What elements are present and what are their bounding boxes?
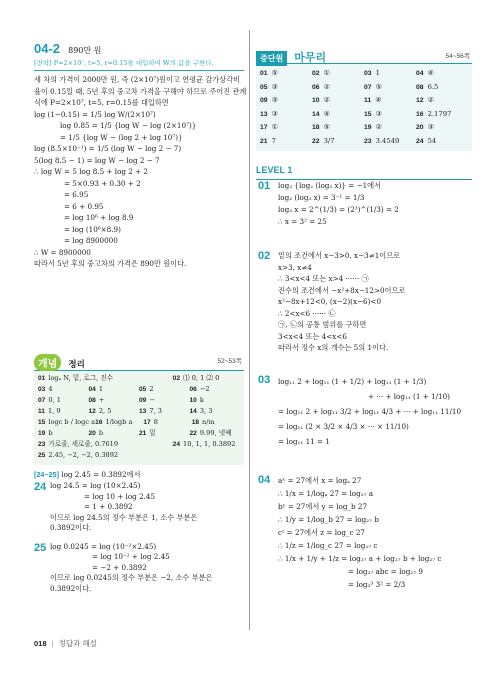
answer-number: 07: [364, 83, 372, 91]
concept-cell-number: 08: [88, 397, 96, 404]
concept-cell: [38, 395, 89, 406]
answer-cell: [416, 67, 468, 81]
concept-cell-value: 0, 1: [48, 396, 61, 404]
concept-cell-number: 10: [189, 397, 197, 404]
concept-cell-value: k: [199, 396, 204, 404]
concept-cell-value: +: [98, 396, 105, 404]
answer-value: ①: [271, 123, 278, 131]
problem-25-number: 25: [34, 541, 47, 554]
concept-cell: [38, 428, 89, 439]
answer-cell: [364, 108, 416, 122]
footer-text: 정답과 해설: [58, 639, 97, 648]
solutions-24-25: [34, 470, 244, 594]
concept-row: [38, 406, 240, 417]
concept-cell: [139, 428, 190, 439]
answer-number: 13: [260, 110, 268, 118]
concept-cell-number: 11: [38, 408, 45, 415]
answer-number: 05: [260, 83, 268, 91]
concept-cell-value: 10, 1, 1, 0.3892: [183, 440, 236, 448]
solution-line: ∴ 2<x<6 ······ ㉡: [278, 308, 336, 318]
answer-value: ⑤: [271, 69, 278, 77]
concept-header: [34, 352, 244, 371]
answer-value: 6.5: [427, 82, 439, 91]
concept-cell-value: 2.45, −2, −2, 0.3892: [48, 451, 119, 459]
answer-cell: [312, 81, 364, 95]
concept-row: [38, 384, 240, 395]
concept-cell: [139, 406, 190, 417]
concept-cell: [38, 406, 89, 417]
answer-number: 12: [416, 97, 424, 104]
answer-row: [260, 81, 468, 95]
concept-pages: 52~53쪽: [217, 358, 242, 365]
answer-cell: [260, 67, 312, 81]
solution-line: log₃ {log₂ (log₃ x)} = −1에서: [278, 181, 382, 190]
solution-line: x²−8x+12<0, (x−2)(x−6)<0: [278, 297, 382, 306]
solution-r03: [258, 374, 472, 449]
answer-number: 04: [416, 70, 424, 77]
solution-line: 율이 0.15일 때, 5년 후의 중고차 가격을 구해야 하므로 주어진 관계: [34, 86, 247, 96]
answer-number: 15: [364, 110, 372, 118]
solution-line: 5(log 8.5 − 1) = log W − log 2 − 7: [34, 155, 160, 165]
unit-review-header: [256, 46, 472, 64]
solution-line: log₁₁ 2 + log₁₁ (1 + 1/2) + log₁₁ (1 + 1/3): [278, 377, 427, 386]
solution-line: x>3, x≠4: [278, 262, 312, 272]
solution-line: = log₃³ 3² = 2/3: [348, 580, 406, 589]
solution-line: ∴ 1/y = 1/log_b 27 = log₂₇ b: [278, 515, 379, 524]
answer-row: [260, 67, 468, 81]
answer-number: 10: [312, 97, 320, 104]
concept-cell-value: 2: [149, 385, 154, 393]
concept-cell: [95, 417, 143, 428]
answer-value: ④: [427, 69, 434, 77]
solution-line: = log₁₁ 2 + log₁₁ 3/2 + log₁₁ 4/3 + ··· + log₁₁ 11/10: [278, 407, 462, 416]
solution-line: ㉠, ㉡의 공통 범위를 구하면: [278, 320, 367, 329]
problem-24: [34, 481, 244, 534]
answer-value: 7: [271, 136, 276, 145]
concept-summary: [34, 352, 244, 465]
concept-row: [38, 373, 240, 384]
answer-number: 22: [312, 137, 320, 145]
concept-cell-number: 14: [189, 408, 197, 415]
r01-number: 01: [258, 180, 271, 192]
concept-cell: [192, 417, 240, 428]
solution-line: = 6.95: [64, 190, 89, 199]
answer-cell: [260, 81, 312, 95]
solution-line: ∴ 1/x + 1/y + 1/z = log₂₇ a + log₂₇ b + log₂₇ c: [278, 554, 442, 563]
footer: 018 | 정답과 해설: [34, 639, 97, 648]
concept-cell: [143, 417, 191, 428]
concept-cell-number: 23: [38, 441, 46, 448]
concept-cell-number: 18: [191, 419, 200, 426]
concept-grid: [34, 371, 244, 465]
answer-value: ④: [375, 96, 382, 104]
answer-number: 19: [364, 124, 372, 131]
concept-cell-value: −: [149, 396, 155, 404]
answer-cell: [312, 135, 364, 149]
concept-cell-number: 21: [139, 430, 147, 437]
answer-cell: [260, 94, 312, 108]
solution-line: = −2 + 0.3892: [92, 562, 147, 572]
answer-row: [260, 108, 468, 122]
unit-pages: 54~56쪽: [445, 53, 470, 60]
answer-row: [260, 135, 468, 149]
answer-cell: [416, 108, 468, 122]
concept-cell-value: b: [98, 429, 104, 437]
solution-line: ∴ x = 3² = 25: [278, 217, 327, 226]
answer-number: 17: [260, 124, 268, 131]
r02-body: [278, 250, 405, 354]
concept-row: [38, 428, 240, 439]
answer-value: 3/7: [323, 136, 335, 145]
solution-r01: [258, 180, 472, 228]
concept-cell-value: 1: [98, 385, 104, 393]
solution-line: log 0.85 = 1/5 {log W − log (2×10⁷)}: [60, 121, 197, 130]
answer-cell: [260, 135, 312, 149]
concept-cell: [190, 395, 241, 406]
answer-value: ③: [375, 109, 382, 118]
solution-line: log₂ (log₃ x) = 3⁻¹ = 1/3: [278, 193, 365, 202]
concept-cell-number: 02: [172, 375, 181, 382]
concept-cell-number: 03: [38, 386, 46, 393]
solution-line: = log₁₁ 11 = 1: [278, 437, 330, 446]
solution-line: = log 10⁶ + log 8.9: [64, 213, 134, 222]
concept-cell-value: 8: [153, 418, 158, 426]
concept-cell: [89, 428, 140, 439]
concept-cell-number: 16: [95, 419, 103, 426]
answer-cell: [312, 94, 364, 108]
answer-number: 02: [312, 70, 320, 77]
r03-body: [278, 374, 461, 449]
left-column: [34, 38, 247, 270]
concept-cell: [89, 384, 140, 395]
p24-25-header: [24~25]: [34, 470, 59, 479]
solution-line: cᶻ = 27에서 z = log_c 27: [278, 528, 365, 537]
concept-cell-value: 4: [48, 385, 53, 393]
concept-cell-number: 24: [172, 441, 181, 448]
concept-cell-number: 12: [88, 408, 96, 415]
answer-value: ②: [375, 123, 382, 131]
answer-cell: [416, 94, 468, 108]
concept-cell: [139, 395, 190, 406]
answer-number: 09: [260, 97, 268, 104]
concept-cell: [38, 450, 240, 461]
concept-cell: [190, 384, 241, 395]
concept-title-2: 정리: [68, 359, 85, 369]
solution-line: 0.3892이다.: [50, 583, 92, 593]
solution-line: = 5×0.93 + 0.30 + 2: [64, 178, 141, 188]
solution-line: log 0.0245 = log (10⁻²×2.45): [50, 541, 157, 551]
answer-cell: [416, 135, 468, 149]
concept-row: [38, 439, 240, 450]
problem-number: 04-2: [34, 41, 61, 56]
solution-line: 0.3892이다.: [50, 523, 92, 532]
r04-number: 04: [258, 474, 271, 486]
r01-body: [278, 180, 399, 228]
solution-line: = log (10⁶×8.9): [64, 224, 121, 234]
answer-number: 21: [260, 137, 268, 145]
answer-cell: [364, 67, 416, 81]
solution-line: = 6 + 0.95: [64, 201, 104, 211]
concept-cell-number: 05: [139, 386, 147, 393]
problem-25: [34, 542, 244, 595]
solution-line: 3<x<4 또는 4<x<6: [278, 331, 347, 341]
answer-value: ③: [271, 96, 278, 104]
concept-cell-value: ⑴ 0, 1 ⑵ 0: [183, 374, 220, 382]
unit-label-2: 마무리: [294, 52, 327, 64]
problem-answer: 890만 원: [68, 46, 102, 55]
r04-body: [278, 474, 441, 591]
concept-cell-number: 15: [38, 419, 46, 426]
solution-r02: [258, 250, 472, 354]
answer-number: 03: [364, 70, 372, 77]
answer-number: 06: [312, 83, 320, 91]
problem-04-2-header: [34, 38, 244, 57]
concept-cell-number: 22: [189, 430, 197, 437]
solution-line: 새 차의 가격이 2000만 원, 즉 (2×10⁷)원이고 연평균 감가상각비: [34, 75, 240, 84]
concept-cell-value: 1/logb a: [105, 418, 133, 426]
solution-line: ∴ 3<x<4 또는 x>4 ······ ㉠: [278, 274, 369, 283]
answer-cell: [312, 121, 364, 135]
hint: [34, 58, 244, 68]
concept-cell-number: 07: [38, 397, 46, 404]
concept-cell-value: 3, 3: [199, 407, 213, 415]
concept-cell: [139, 384, 190, 395]
answer-value: ④: [323, 109, 330, 118]
answer-cell: [260, 108, 312, 122]
answer-cell: [416, 121, 468, 135]
concept-cell-value: 밑: [149, 429, 156, 437]
concept-cell: [190, 406, 241, 417]
concept-cell-number: 13: [139, 408, 147, 415]
solution-line: 따라서 정수 x의 개수는 5의 1이다.: [278, 343, 389, 352]
answer-value: ②: [323, 96, 330, 104]
concept-cell-value: 2, 5: [98, 407, 112, 415]
solution-line: 따라서 5년 후의 중고차의 가격은 890만 원이다.: [34, 259, 187, 268]
unit-label-1: 중단원: [256, 51, 287, 66]
hint-label: [전략]: [34, 59, 52, 67]
answer-number: 01: [260, 70, 268, 77]
concept-cell: [38, 384, 89, 395]
concept-row: [38, 417, 240, 428]
answer-row: [260, 121, 468, 135]
concept-cell: [38, 439, 173, 450]
solution-line: 이므로 log 24.5의 정수 부분은 1, 소수 부분은: [50, 512, 198, 522]
problem-25-body: [50, 542, 212, 595]
answer-number: 08: [416, 83, 424, 91]
concept-cell-number: 01: [38, 375, 46, 382]
problem-24-number: 24: [34, 481, 47, 493]
solution-line: bʸ = 27에서 y = log_b 27: [278, 502, 368, 511]
concept-cell-value: 가로줄, 세로줄, 0.7619: [48, 440, 119, 448]
concept-cell: [38, 417, 95, 428]
concept-cell-value: b: [48, 429, 53, 437]
answer-cell: [312, 67, 364, 81]
answer-cell: [416, 81, 468, 95]
solution-line: = log 10⁻² + log 2.45: [92, 552, 170, 561]
solution-line: = log 8900000: [64, 236, 118, 245]
concept-cell: [89, 395, 140, 406]
concept-cell-value: 7, 3: [149, 407, 162, 415]
solution-line: ∴ W = 8900000: [34, 247, 91, 257]
answer-cell: [312, 108, 364, 122]
concept-cell-value: logₐ N, 밑, 로그, 진수: [48, 374, 114, 382]
concept-cell-number: 25: [38, 452, 46, 459]
r03-number: 03: [258, 374, 271, 386]
problem-24-body: [50, 481, 197, 534]
answer-number: 20: [416, 124, 424, 131]
solution-line: log 24.5 = log (10×2.45): [50, 481, 141, 490]
concept-cell-value: 1, 9: [47, 407, 61, 415]
concept-cell-value: n/m: [202, 418, 215, 426]
answer-value: ②: [427, 96, 434, 104]
concept-cell-number: 19: [38, 430, 46, 437]
concept-cell: [89, 406, 140, 417]
answer-value: ③: [271, 82, 278, 91]
concept-cell-value: 9.99, 넷째: [199, 429, 232, 437]
concept-cell: [173, 439, 240, 450]
solution-line: ∴ log W = 5 log 8.5 + log 2 + 2: [34, 167, 148, 176]
concept-title-badge: 개념: [34, 354, 61, 371]
answer-cell: [260, 121, 312, 135]
concept-cell-value: −2: [199, 385, 210, 393]
solution-line: = 1 + 0.3892: [84, 502, 133, 511]
answer-row: [260, 94, 468, 108]
column-divider: [249, 30, 250, 630]
answer-cell: [364, 121, 416, 135]
answer-value: ②: [323, 82, 330, 91]
solution-line: 밑의 조건에서 x−3>0, x−3≠1이므로: [278, 251, 401, 260]
answer-cell: [364, 81, 416, 95]
answer-number: 23: [364, 137, 372, 145]
solution-line: 이므로 log 0.0245의 정수 부분은 −2, 소수 부분은: [50, 573, 213, 582]
answer-grid: [256, 64, 472, 151]
p24-25-intro: [34, 470, 244, 480]
concept-cell: [173, 373, 240, 384]
solution-line: = log 10 + log 2.45: [84, 491, 156, 501]
concept-cell-number: 04: [88, 386, 96, 393]
answer-number: 24: [416, 137, 424, 145]
answer-value: 1: [375, 69, 380, 77]
solution-r04: [258, 474, 472, 591]
concept-cell-value: logc b / logc a: [48, 418, 96, 426]
solution-line: = 1/5 {log W − (log 2 + log 10⁷)}: [60, 132, 183, 142]
answer-value: 2.1797: [427, 109, 452, 118]
concept-cell-number: 17: [143, 419, 151, 426]
level-label: LEVEL 1: [256, 165, 293, 175]
concept-cell-number: 20: [88, 430, 96, 437]
answer-cell: [364, 94, 416, 108]
answer-value: ③: [271, 109, 278, 118]
concept-cell: [190, 428, 241, 439]
answer-number: 11: [364, 97, 372, 104]
solution-line: 진수의 조건에서 −x²+8x−12>0이므로: [278, 285, 406, 295]
solution-line: aˣ = 27에서 x = logₐ 27: [278, 476, 362, 485]
concept-cell-number: 06: [189, 386, 197, 393]
p24-25-given: log 2.45 = 0.3892에서: [61, 470, 141, 479]
solution-line: log₃ x = 2^(1/3) = (2³)^(1/3) = 2: [278, 205, 399, 214]
solution-line: ∴ 1/z = 1/log_c 27 = log₂₇ c: [278, 541, 378, 550]
answer-number: 16: [416, 110, 424, 118]
solution-line: ∴ 1/x = 1/logₐ 27 = log₂₇ a: [278, 489, 374, 498]
solution-04-2: [34, 74, 247, 270]
concept-cell: [38, 373, 173, 384]
answer-number: 18: [312, 124, 320, 131]
answer-value: 3.4549: [375, 136, 400, 145]
hint-text: P=2×10⁷, t=5, r=0.15를 대입하여 W의 값을 구한다.: [53, 59, 214, 67]
answer-value: 54: [427, 136, 437, 145]
concept-row: [38, 450, 240, 461]
footer-page-number: 018: [34, 639, 47, 648]
solution-line: + ··· + log₁₁ (1 + 1/10): [368, 392, 450, 401]
solution-line: log (1−0.15) = 1/5 log W/(2×10⁷): [34, 109, 156, 119]
answer-value: ⑤: [323, 123, 330, 131]
answer-cell: [364, 135, 416, 149]
solution-line: log (8.5×10⁻¹) = 1/5 (log W − log 2 − 7): [34, 144, 182, 153]
concept-row: [38, 395, 240, 406]
solution-line: = log₂₇ abc = log₂₇ 9: [348, 567, 423, 576]
answer-value: ⑤: [375, 82, 382, 91]
r02-number: 02: [258, 250, 271, 262]
level-1-header: [256, 158, 472, 180]
hint-rule: [34, 70, 244, 71]
answer-value: ①: [323, 69, 330, 77]
unit-review: [256, 46, 472, 151]
answer-number: 14: [312, 110, 320, 118]
concept-cell-number: 09: [139, 397, 147, 404]
answer-value: ③: [427, 123, 434, 131]
solution-line: 식에 P=2×10⁷, t=5, r=0.15를 대입하면: [34, 98, 169, 107]
solution-line: = log₁₁ (2 × 3/2 × 4/3 × ··· × 11/10): [278, 422, 409, 431]
